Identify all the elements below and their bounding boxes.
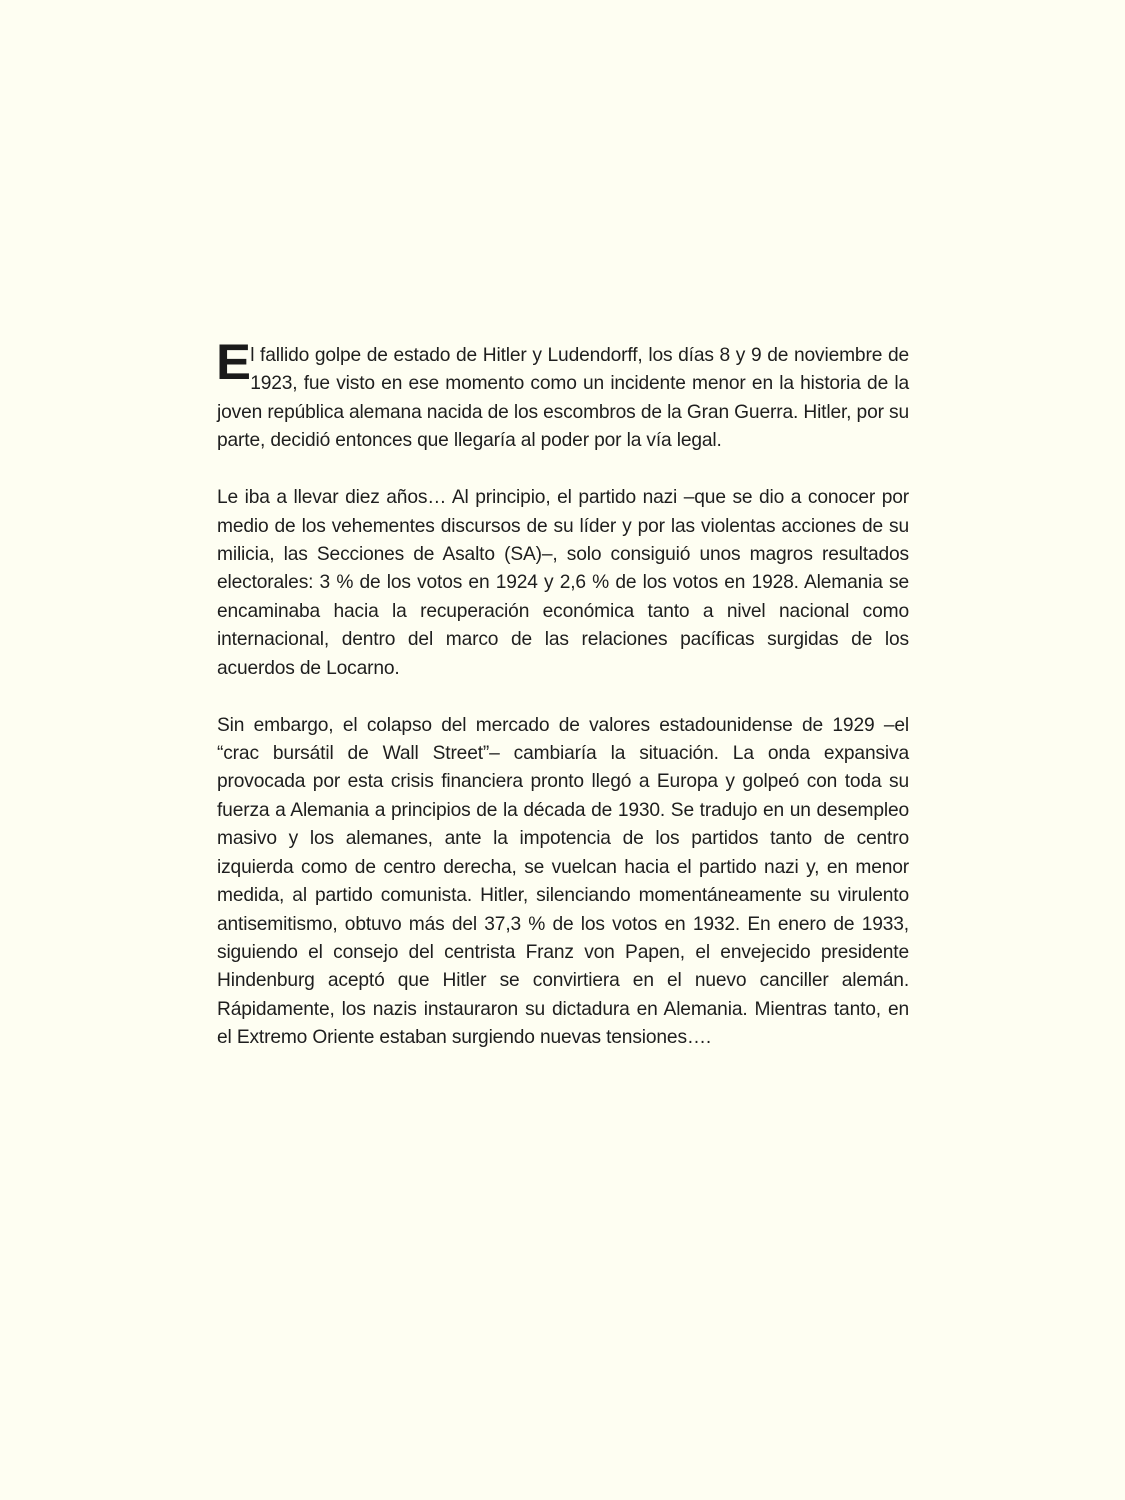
paragraph-2 <box>217 484 909 683</box>
paragraph-2-text: Le iba a llevar diez años… Al principio, el partido nazi –que se dio a conocer por medio de los vehementes discursos de su líder y por las violentas acciones de su milicia, las Secciones de Asalto (SA)–, solo consiguió unos magros resultados electorales: 3 % de los votos en 1924 y 2,6 % de los votos en 1928. Alemania se encaminaba hacia la recuperación económica tanto a nivel nacional como internacional, dentro del marco de las relaciones pacíficas surgidas de los acuerdos de Locarno. <box>217 487 909 679</box>
paragraph-3 <box>217 712 909 1053</box>
drop-cap: E <box>216 334 251 390</box>
paragraph-3-text: Sin embargo, el colapso del mercado de valores estadounidense de 1929 –el “crac bursátil de Wall Street”– cambiaría la situación. La onda expansiva provocada por esta crisis financiera pronto llegó a Europa y golpeó con toda su fuerza a Alemania a principios de la década de 1930. Se tradujo en un desempleo masivo y los alemanes, ante la impotencia de los partidos tanto de centro izquierda como de centro derecha, se vuelcan hacia el partido nazi y, en menor medida, al partido comunista. Hitler, silenciando momentáneamente su virulento antisemitismo, obtuvo más del 37,3 % de los votos en 1932. En enero de 1933, siguiendo el consejo del centrista Franz von Papen, el envejecido presidente Hindenburg aceptó que Hitler se convirtiera en el nuevo canciller alemán. Rápidamente, los nazis instauraron su dictadura en Alemania. Mientras tanto, en el Extremo Oriente estaban surgiendo nuevas tensiones…. <box>217 714 909 1049</box>
paragraph-1-text: l fallido golpe de estado de Hitler y Ludendorff, los días 8 y 9 de noviembre de 1923, fue visto en ese momento como un incidente menor en la historia de la joven república alemana nacida de los escombros de la Gran Guerra. Hitler, por su parte, decidió entonces que llegaría al poder por la vía legal. <box>217 345 909 452</box>
body-text <box>216 334 909 1081</box>
paragraph-1 <box>216 334 909 456</box>
